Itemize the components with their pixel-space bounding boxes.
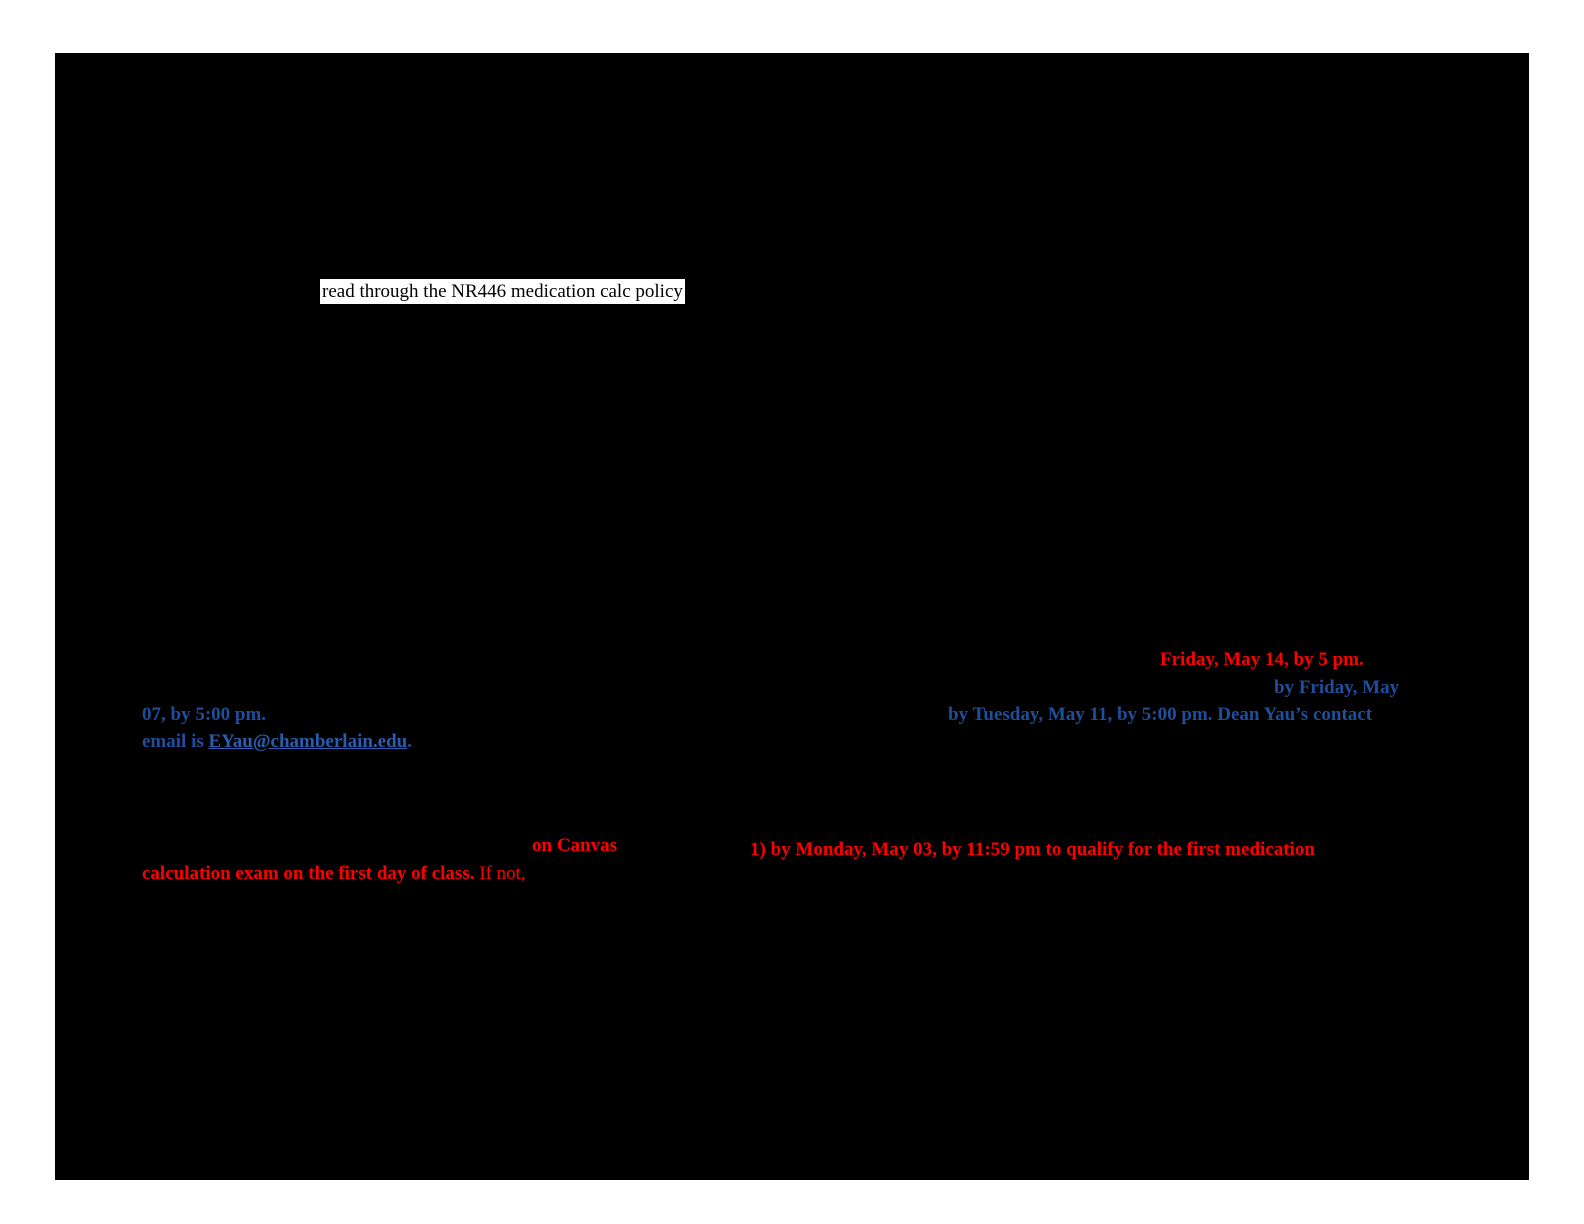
email-label: email is xyxy=(142,731,209,752)
deadline-blue-line-3: by Tuesday, May 11, by 5:00 pm. Dean Yau’s contact xyxy=(948,704,1373,725)
highlighted-text-line: read through the NR446 medication calc policy xyxy=(322,281,683,302)
email-line xyxy=(142,730,412,754)
deadline-blue-line-1: by Friday, May xyxy=(1274,677,1400,698)
email-link[interactable]: EYau@chamberlain.edu xyxy=(208,731,408,752)
qualify-red-line-2-container xyxy=(142,862,526,886)
qualify-red-line-1: 1) by Monday, May 03, by 11:59 pm to qualify for the first medication xyxy=(750,839,1315,860)
qualify-tail: If not, xyxy=(474,863,526,884)
document-body-surface xyxy=(55,53,1529,1180)
qualify-red-line-2: calculation exam on the first day of class. xyxy=(142,863,475,884)
canvas-label: on Canvas xyxy=(532,835,617,856)
email-period: . xyxy=(407,731,412,752)
deadline-red-line-1: Friday, May 14, by 5 pm. xyxy=(1160,649,1364,670)
deadline-blue-line-2: 07, by 5:00 pm. xyxy=(142,704,267,725)
